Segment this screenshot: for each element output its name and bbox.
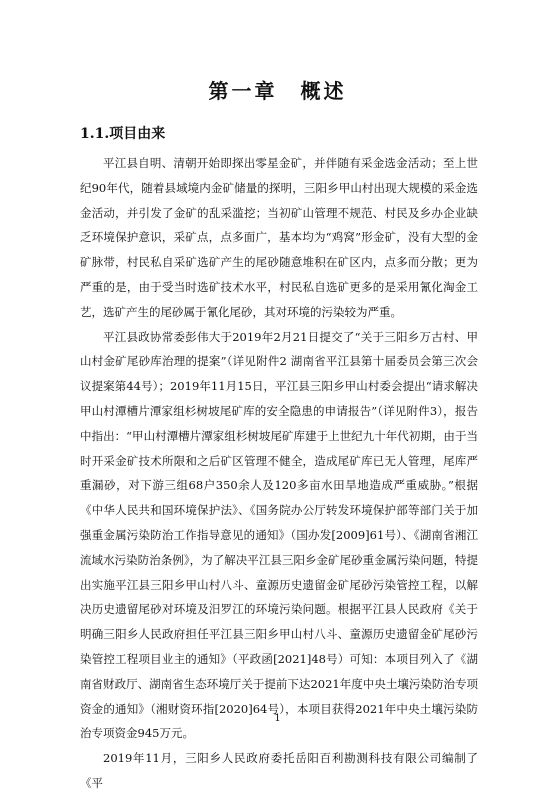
section-heading: 1.1.项目由来	[80, 126, 166, 142]
body-text	[80, 151, 478, 796]
paragraph-1: 平江县自明、清朝开始即探出零星金矿，并伴随有采金选金活动；至上世纪90年代，随着县域境内金矿储量的探明，三阳乡甲山村出现大规模的采金选金活动，并引发了金矿的乱采滥挖；当初矿山管理不规范、村民及乡办企业缺乏环境保护意识，采矿点，点多面广，基本均为“鸡窝”形金矿，没有大型的金矿脉带，村民私自采矿选矿产生的尾砂随意堆积在矿区内，点多而分散；更为严重的是，由于受当时选矿技术水平，村民私自选矿更多的是采用氰化淘金工艺，选矿产生的尾砂属于氰化尾砂，其对环境的污染较为严重。	[80, 156, 478, 319]
paragraph-3: 2019年11月，三阳乡人民政府委托岳阳百利勘测科技有限公司编制了《平	[80, 751, 478, 790]
paragraph-2: 平江县政协常委彭伟大于2019年2月21日提交了“关于三阳乡万古村、甲山村金矿尾砂库治理的提案”（详见附件2 湖南省平江县第十届委员会第三次会议提案第44号）；2019年11月15日，平江县三阳乡甲山村委会提出“请求解决甲山村潭槽片潭家组杉树坡尾矿库的安全隐患的申请报告”（详见附件3），报告中指出：“甲山村潭槽片潭家组杉树坡尾矿库建于上世纪九十年代初期，由于当时开采金矿技术所限和之后矿区管理不健全，造成尾矿库已无人管理，尾库严重漏砂，对下游三组68户350余人及120多亩水田旱地造成严重威胁。”根据《中华人民共和国环境保护法》、《国务院办公厅转发环境保护部等部门关于加强重金属污染防治工作指导意见的通知》（国办发[2009]61号）、《湖南省湘江流域水污染防治条例》，为了解决平江县三阳乡金矿尾砂重金属污染问题，特提出实施平江县三阳乡甲山村八斗、童源历史遗留金矿尾砂污染管控工程，以解决历史遗留尾砂对环境及汨罗江的环境污染问题。根据平江县人民政府《关于明确三阳乡人民政府担任平江县三阳乡甲山村八斗、童源历史遗留金矿尾砂污染管控工程项目业主的通知》（平政函[2021]48号）可知：本项目列入了《湖南省财政厅、湖南省生态环境厅关于提前下达2021年度中央土壤污染防治专项资金的通知》（湘财资环指[2020]64号），本项目获得2021年中央土壤污染防治专项资金945万元。	[80, 329, 478, 741]
page-number: 1	[274, 713, 281, 724]
chapter-title: 第一章 概述	[208, 79, 347, 103]
